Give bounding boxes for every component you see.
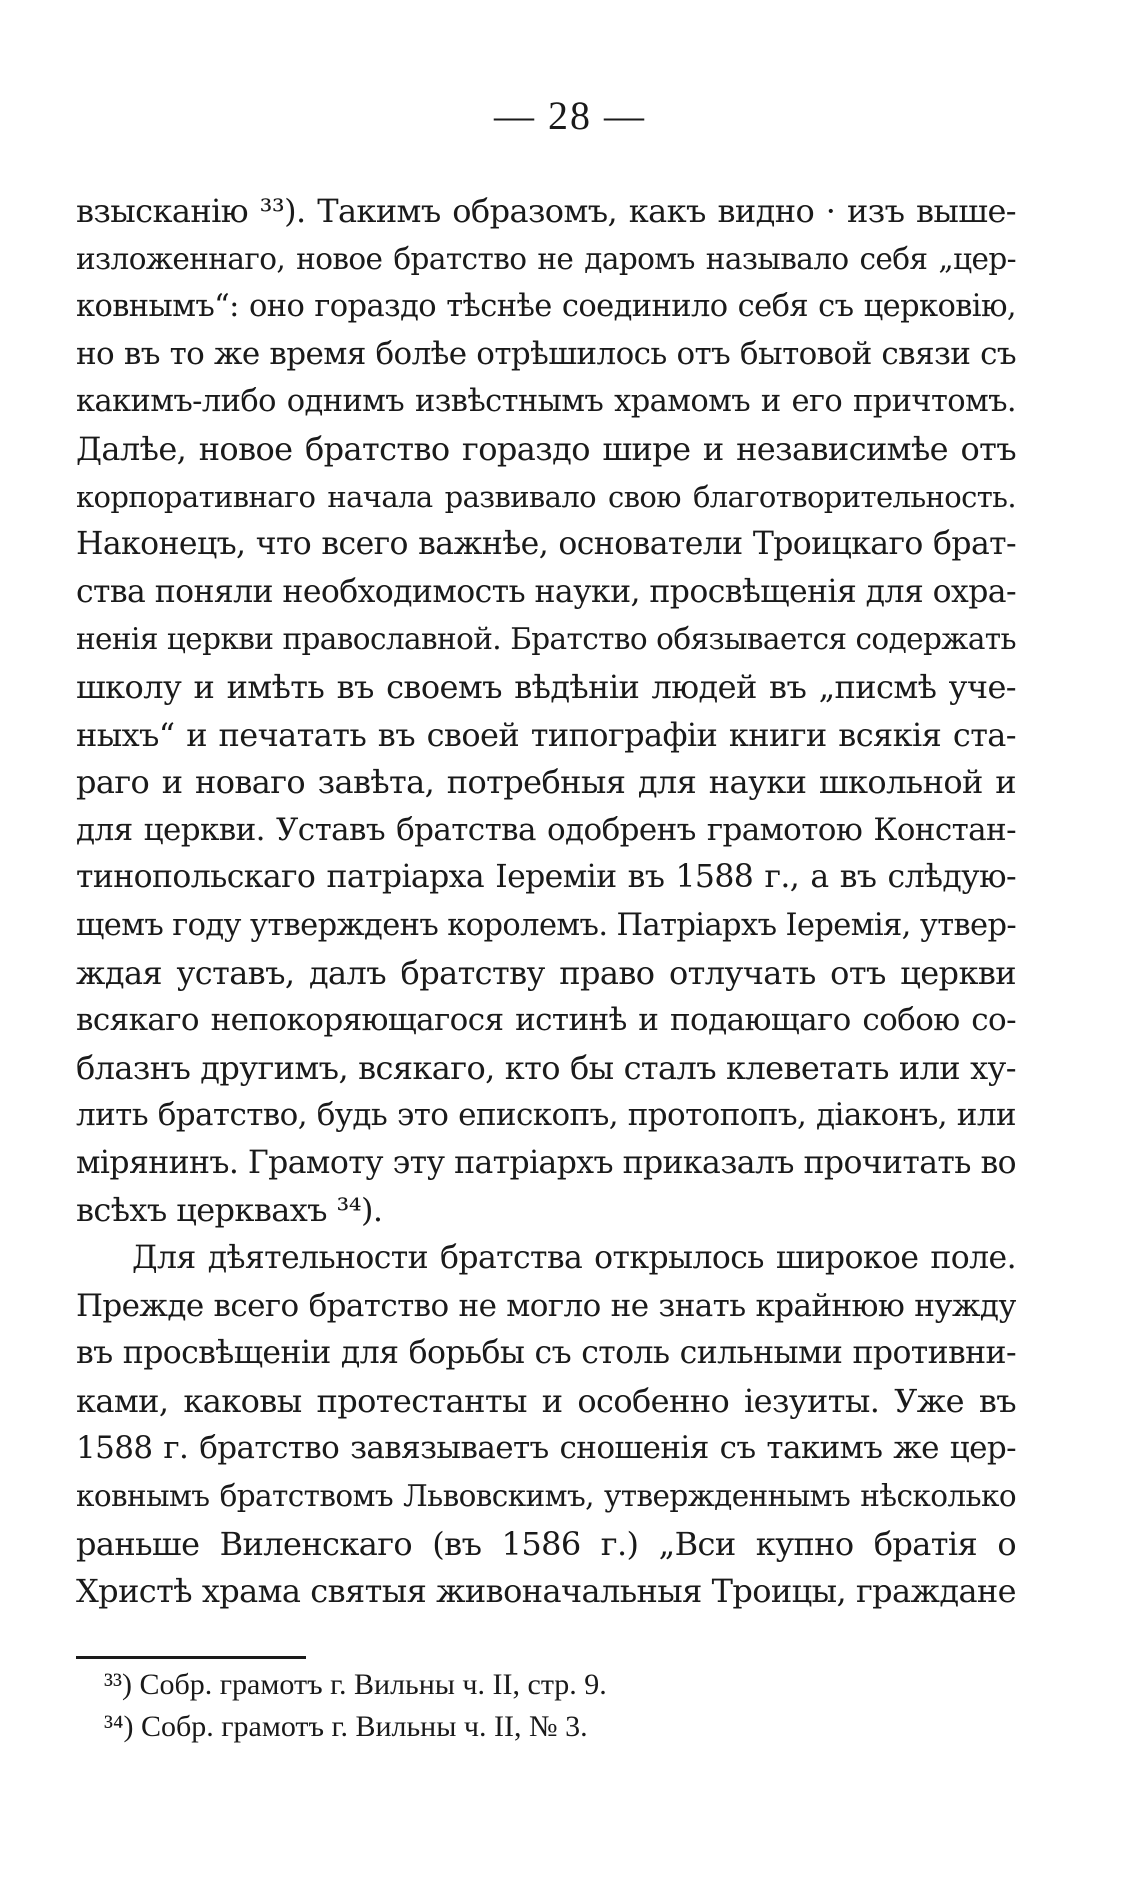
- text-line: Далѣе, новое братство гораздо шире и независимѣе отъ: [76, 429, 1016, 468]
- text-line: всякаго непокоряющагося истинѣ и подающаго собою со-: [76, 1002, 1016, 1039]
- text-line: Прежде всего братство не могло не знать крайнюю нужду: [76, 1287, 1016, 1324]
- text-line: лить братство, будь это епископъ, протопопъ, діаконъ, или: [76, 1097, 1016, 1134]
- page-number: — 28 —: [494, 93, 646, 138]
- text-line: школу и имѣть въ своемъ вѣдѣніи людей въ „писмѣ уче-: [76, 667, 1016, 706]
- text-line: раньше Виленскаго (въ 1586 г.) „Вси купно братія о: [76, 1524, 1016, 1563]
- text-line: всѣхъ церквахъ ³⁴).: [76, 1191, 383, 1230]
- footnotes: [104, 1664, 1004, 1748]
- text-line: изложеннаго, новое братство не даромъ называло себя „цер-: [76, 241, 1016, 276]
- text-line: Христѣ храма святыя живоначальныя Троицы, граждане: [76, 1572, 1016, 1611]
- text-line: ныхъ“ и печатать въ своей типографіи книги всякія ста-: [76, 715, 1016, 754]
- text-line: мірянинъ. Грамоту эту патріархъ приказалъ прочитать во: [76, 1144, 1016, 1181]
- text-line: Для дѣятельности братства открылось широкое поле.: [132, 1240, 1016, 1277]
- text-line: ненія церкви православной. Братство обязывается содержать: [76, 622, 1016, 657]
- text-line: блазнъ другимъ, всякаго, кто бы сталъ клеветать или ху-: [76, 1048, 1016, 1087]
- text-line: ства поняли необходимость науки, просвѣщенія для охра-: [76, 573, 1016, 610]
- text-line: какимъ-либо однимъ извѣстнымъ храмомъ и его причтомъ.: [76, 384, 1016, 420]
- body-text: [76, 188, 1016, 1616]
- paragraph-2: [76, 1235, 1016, 1616]
- text-line: ками, каковы протестанты и особенно іезуиты. Уже въ: [76, 1381, 1016, 1420]
- text-line: тинопольскаго патріарха Іереміи въ 1588 г., а въ слѣдую-: [76, 859, 1016, 896]
- text-line: щемъ году утвержденъ королемъ. Патріархъ Іеремія, утвер-: [76, 907, 1016, 943]
- text-line: ковнымъ“: оно гораздо тѣснѣе соединило себя съ церковію,: [76, 289, 1016, 325]
- footnote-33: ³³) Собр. грамотъ г. Вильны ч. II, стр. 9.: [104, 1668, 607, 1701]
- text-line: раго и новаго завѣта, потребныя для науки школьной и: [76, 763, 1016, 802]
- text-line: 1588 г. братство завязываетъ сношенія съ такимъ же цер-: [76, 1430, 1016, 1467]
- paragraph-1: [76, 188, 1016, 1235]
- text-line: для церкви. Уставъ братства одобренъ грамотою Констан-: [76, 811, 1016, 848]
- footnote-separator: [76, 1656, 306, 1659]
- text-line: корпоративнаго начала развивало свою благотворительность.: [76, 479, 1016, 514]
- text-line: Наконецъ, что всего важнѣе, основатели Троицкаго брат-: [76, 526, 1016, 563]
- text-line: но въ то же время болѣе отрѣшилось отъ бытовой связи съ: [76, 335, 1016, 372]
- text-line: въ просвѣщеніи для борьбы съ столь сильными противни-: [76, 1335, 1016, 1372]
- text-line: ждая уставъ, далъ братству право отлучать отъ церкви: [76, 953, 1016, 992]
- text-line: ковнымъ братствомъ Львовскимъ, утвержденнымъ нѣсколько: [76, 1479, 1016, 1514]
- text-line: взысканію ³³). Такимъ образомъ, какъ видно · изъ выше-: [76, 192, 1016, 230]
- footnote-34: ³⁴) Собр. грамотъ г. Вильны ч. II, № 3.: [104, 1710, 588, 1743]
